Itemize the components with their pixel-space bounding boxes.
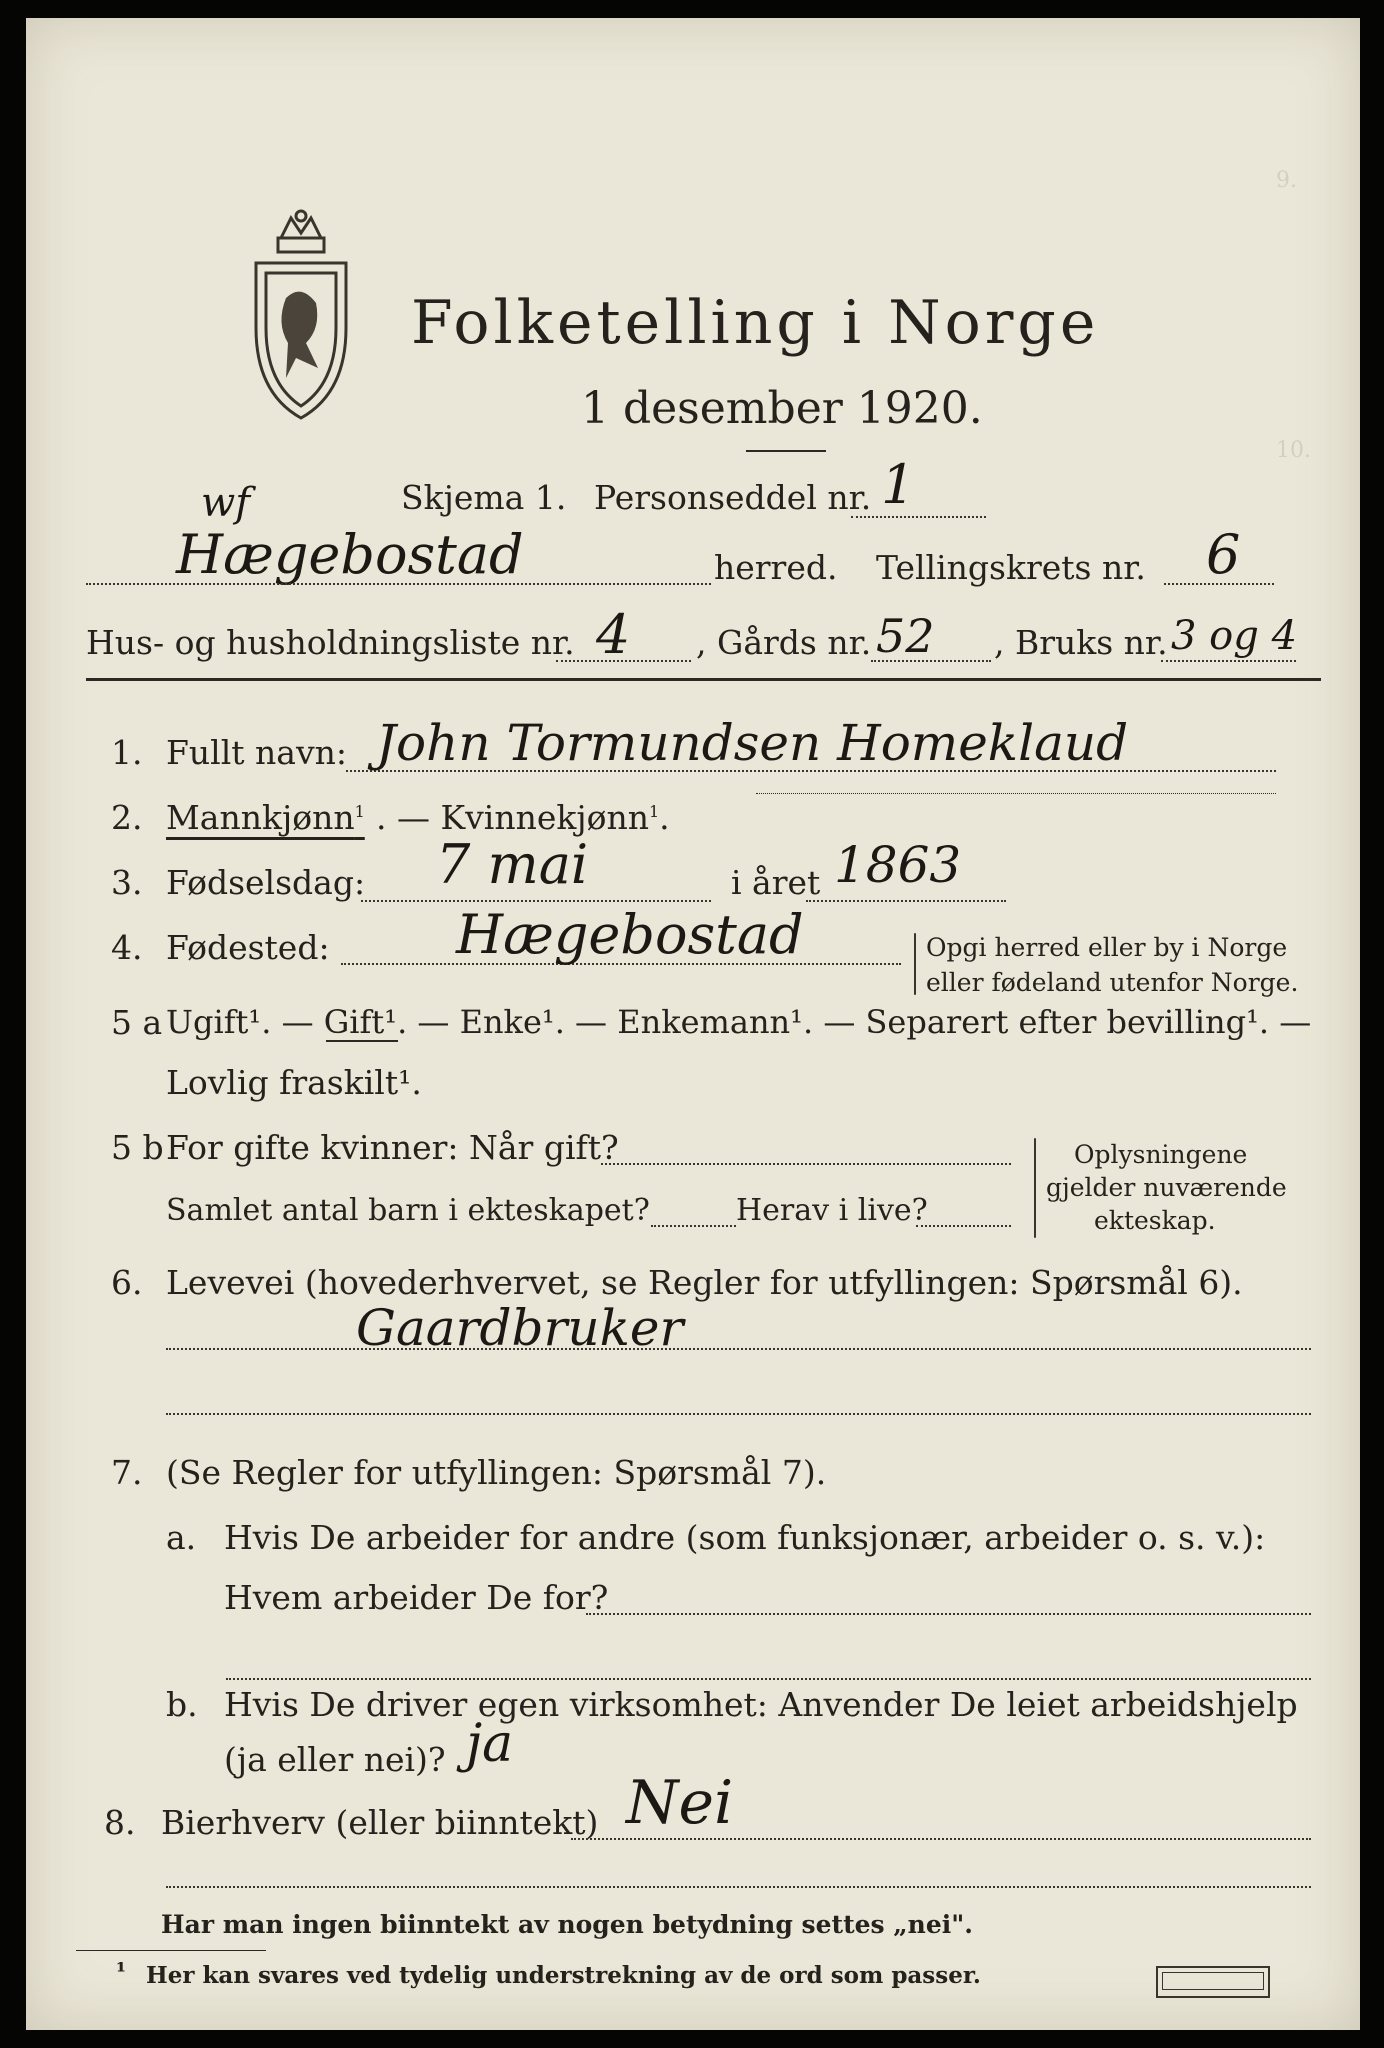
skjema-label: Skjema 1. [401,478,567,517]
q3-year-line [806,900,1006,902]
census-form-page: 9. 10. Folketelling i Norge 1 desember 1920. Skjema 1. Personseddel nr. 1 wf Hægebostad herred. Tellingskrets nr. 6 Hus- og husholdningsliste nr. 4 , Gårds nr. 52 , Bruks nr. 3 og 4 1. Fullt navn: John Tormundsen Homeklaud 2. Mannkjønn$^1$ . — Kvinnekjønn$^1$. 3. Fødselsdag: 7 mai i året 1863 4. Fødested: Hægebostad Opgi herred eller by i Norge eller fødeland utenfor Norge. 5 a Ugift¹. — Gift¹. — Enke¹. — Enkemann¹. — Separert efter bevilling¹. — Lovlig fraskilt¹. 5 b For gifte kvinner: Når gift? Samlet antal barn i ekteskapet? Herav i live? Oplysningene gjelder nuværende ekteskap. 6. Levevei (hovederhvervet, se Regler for utfyllingen: Spørsmål 6). Gaardbruker 7. (Se Regler for utfyllingen: Spørsmål 7). a. Hvis De arbeider for andre (som funksjonær, arbeider o. s. v.): Hvem arbeider De for? b. Hvis De driver egen virksomhet: Anvender De leiet arbeidshjelp (ja eller nei)? ja 8. Bierhverv (eller biinntekt) Nei Har man ingen biinntekt av nogen betydning settes „nei". ¹ Her kan svares ved tydelig understrekning av de ord som passer. [26,18,1360,2030]
herred-prefix: wf [201,480,251,526]
bruks-label: , Bruks nr. [994,623,1168,662]
q7a-extra-line [226,1678,1311,1680]
gards-label: , Gårds nr. [696,623,872,662]
q2-kvinne-text: Kvinnekjønn [440,798,649,837]
q2-mann [166,798,365,837]
footnote-separator [76,1950,266,1951]
q5b-alive-line [916,1225,1011,1227]
q8-extra-line [166,1886,1311,1888]
hus-label: Hus- og husholdningsliste nr. [86,623,575,662]
coat-of-arms-icon [246,208,356,432]
q3-year-value: 1863 [834,836,962,894]
gards-value: 52 [876,609,935,663]
header-separator [86,678,1321,681]
q5a-options-2: Lovlig fraskilt¹. [166,1063,422,1102]
q7b-value: ja [466,1714,514,1774]
q4-value: Hægebostad [456,903,804,966]
q1-number: 1. [111,733,143,772]
personseddel-value: 1 [881,453,916,516]
footnote-text: Her kan svares ved tydelig understrekning av de ord som passer. [146,1962,981,1989]
q6-value: Gaardbruker [356,1299,684,1357]
q5b-married-label: For gifte kvinner: Når gift? [166,1128,619,1167]
q5b-children-line [651,1225,736,1227]
bruks-line [1161,660,1296,662]
tellingskrets-value: 6 [1206,523,1241,586]
q4-note-bracket [914,933,916,995]
form-date: 1 desember 1920. [581,383,983,434]
q5b-alive-label: Herav i live? [736,1193,928,1228]
q2-mann-text: Mannkjønn [166,798,355,837]
q1-value: John Tormundsen Homeklaud [376,714,1129,772]
footnote-mark: ¹ [116,1958,127,1985]
q7b-letter: b. [166,1685,198,1724]
q7-number: 7. [111,1453,143,1492]
q5b-note-3: ekteskap. [1094,1206,1216,1235]
q4-number: 4. [111,928,143,967]
q5b-note-2: gjelder nuværende [1046,1173,1287,1202]
personseddel-line [851,516,986,518]
q3-year-label: i året [731,863,821,902]
q2-separator: . — [376,798,441,837]
q5a-options: Ugift¹. — Gift¹. — Enke¹. — Enkemann¹. — Separert efter bevilling¹. — [166,1003,1312,1041]
q5a-gift-underline [326,1040,398,1042]
q5b-note-1: Oplysningene [1074,1140,1248,1169]
form-title: Folketelling i Norge [411,288,1100,358]
q4-note-1: Opgi herred eller by i Norge [926,933,1288,962]
q4-note-2: eller fødeland utenfor Norge. [926,968,1299,997]
q5b-married-line [601,1163,1011,1165]
q3-label: Fødselsdag: [166,863,366,902]
q6-label: Levevei (hovederhvervet, se Regler for utfyllingen: Spørsmål 6). [166,1263,1243,1302]
q2-kvinne [376,798,670,837]
q7a-letter: a. [166,1518,197,1557]
q4-label: Fødested: [166,928,330,967]
q7a-employer-label: Hvem arbeider De for? [224,1578,609,1617]
q6-number: 6. [111,1263,143,1302]
title-underline [746,450,826,452]
q2-number: 2. [111,798,143,837]
herred-line [86,583,711,585]
q8-number: 8. [104,1803,136,1842]
q5b-note-bracket [1034,1138,1036,1238]
q7b-ja-nei-label: (ja eller nei)? [224,1740,446,1779]
q5b-children-label: Samlet antal barn i ekteskapet? [166,1193,650,1228]
herred-label: herred. [714,548,838,587]
q2-end: . [659,798,670,837]
q1-extra-line [756,793,1276,794]
printer-stamp-icon [1156,1966,1270,1998]
q3-line [361,900,711,902]
q7a-employer-line [586,1613,1311,1615]
q5b-number: 5 b [111,1128,164,1167]
personseddel-label: Personseddel nr. [594,478,872,517]
footer-note: Har man ingen biinntekt av nogen betydning settes „nei". [161,1910,973,1939]
q7b-question: Hvis De driver egen virksomhet: Anvender De leiet arbeidshjelp [224,1685,1298,1724]
q5a-number: 5 a [111,1003,163,1042]
hus-value: 4 [596,603,631,666]
tellingskrets-label: Tellingskrets nr. [876,548,1146,587]
q8-line [571,1838,1311,1840]
q1-label: Fullt navn: [166,733,347,772]
q3-value: 7 mai [436,833,589,896]
q2-kvinne-sup: 1 [648,802,660,821]
q7-label: (Se Regler for utfyllingen: Spørsmål 7). [166,1453,827,1492]
q7a-question: Hvis De arbeider for andre (som funksjonær, arbeider o. s. v.): [224,1518,1266,1557]
q2-mann-sup: 1 [354,802,365,821]
q3-number: 3. [111,863,143,902]
q8-value: Nei [626,1768,734,1838]
q8-label: Bierhverv (eller biinntekt) [161,1803,599,1842]
herred-value: Hægebostad [176,523,524,586]
q6-line-1 [166,1348,1311,1350]
bruks-value: 3 og 4 [1171,613,1298,659]
q6-line-2 [166,1413,1311,1415]
